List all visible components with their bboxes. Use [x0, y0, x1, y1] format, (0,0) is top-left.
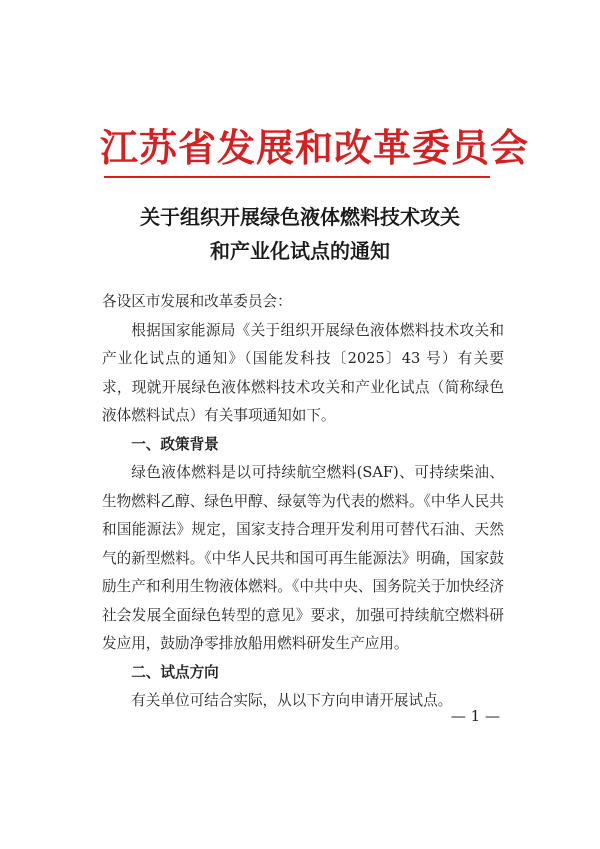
- red-header-rule: [104, 176, 490, 178]
- document-title: [100, 200, 500, 268]
- document-body: [102, 288, 504, 716]
- section-paragraph: 有关单位可结合实际，从以下方向申请开展试点。: [131, 692, 453, 709]
- document-title-line-2: 和产业化试点的通知: [210, 239, 390, 263]
- document-title-line-1: 关于组织开展绿色液体燃料技术攻关: [140, 205, 460, 229]
- section-paragraph: 绿色液体燃料是以可持续航空燃料(SAF)、可持续柴油、生物燃料乙醇、绿色甲醇、绿氨等为代表的燃料。《中华人民共和国能源法》规定，国家支持合理开发利用可替代石油、天然气的新型燃料。《中华人民共和国可再生能源法》明确，国家鼓励生产和利用生物液体燃料。《中共中央、国务院关于加快经济社会发展全面绿色转型的意见》要求，加强可持续航空燃料研发应用，鼓励净零排放船用燃料研发生产应用。: [102, 464, 504, 652]
- salutation: 各设区市发展和改革委员会：: [102, 293, 292, 310]
- intro-paragraph: 根据国家能源局《关于组织开展绿色液体燃料技术攻关和产业化试点的通知》（国能发科技〔2025〕43 号）有关要求，现就开展绿色液体燃料技术攻关和产业化试点（简称绿色液体燃料试点）有关事项通知如下。: [102, 321, 504, 424]
- issuing-organization-header: 江苏省发展和改革委员会: [100, 125, 530, 170]
- section-heading-pilot-direction: 二、试点方向: [131, 663, 219, 681]
- page-number: — 1 —: [450, 707, 500, 725]
- section-heading-policy-background: 一、政策背景: [131, 435, 219, 453]
